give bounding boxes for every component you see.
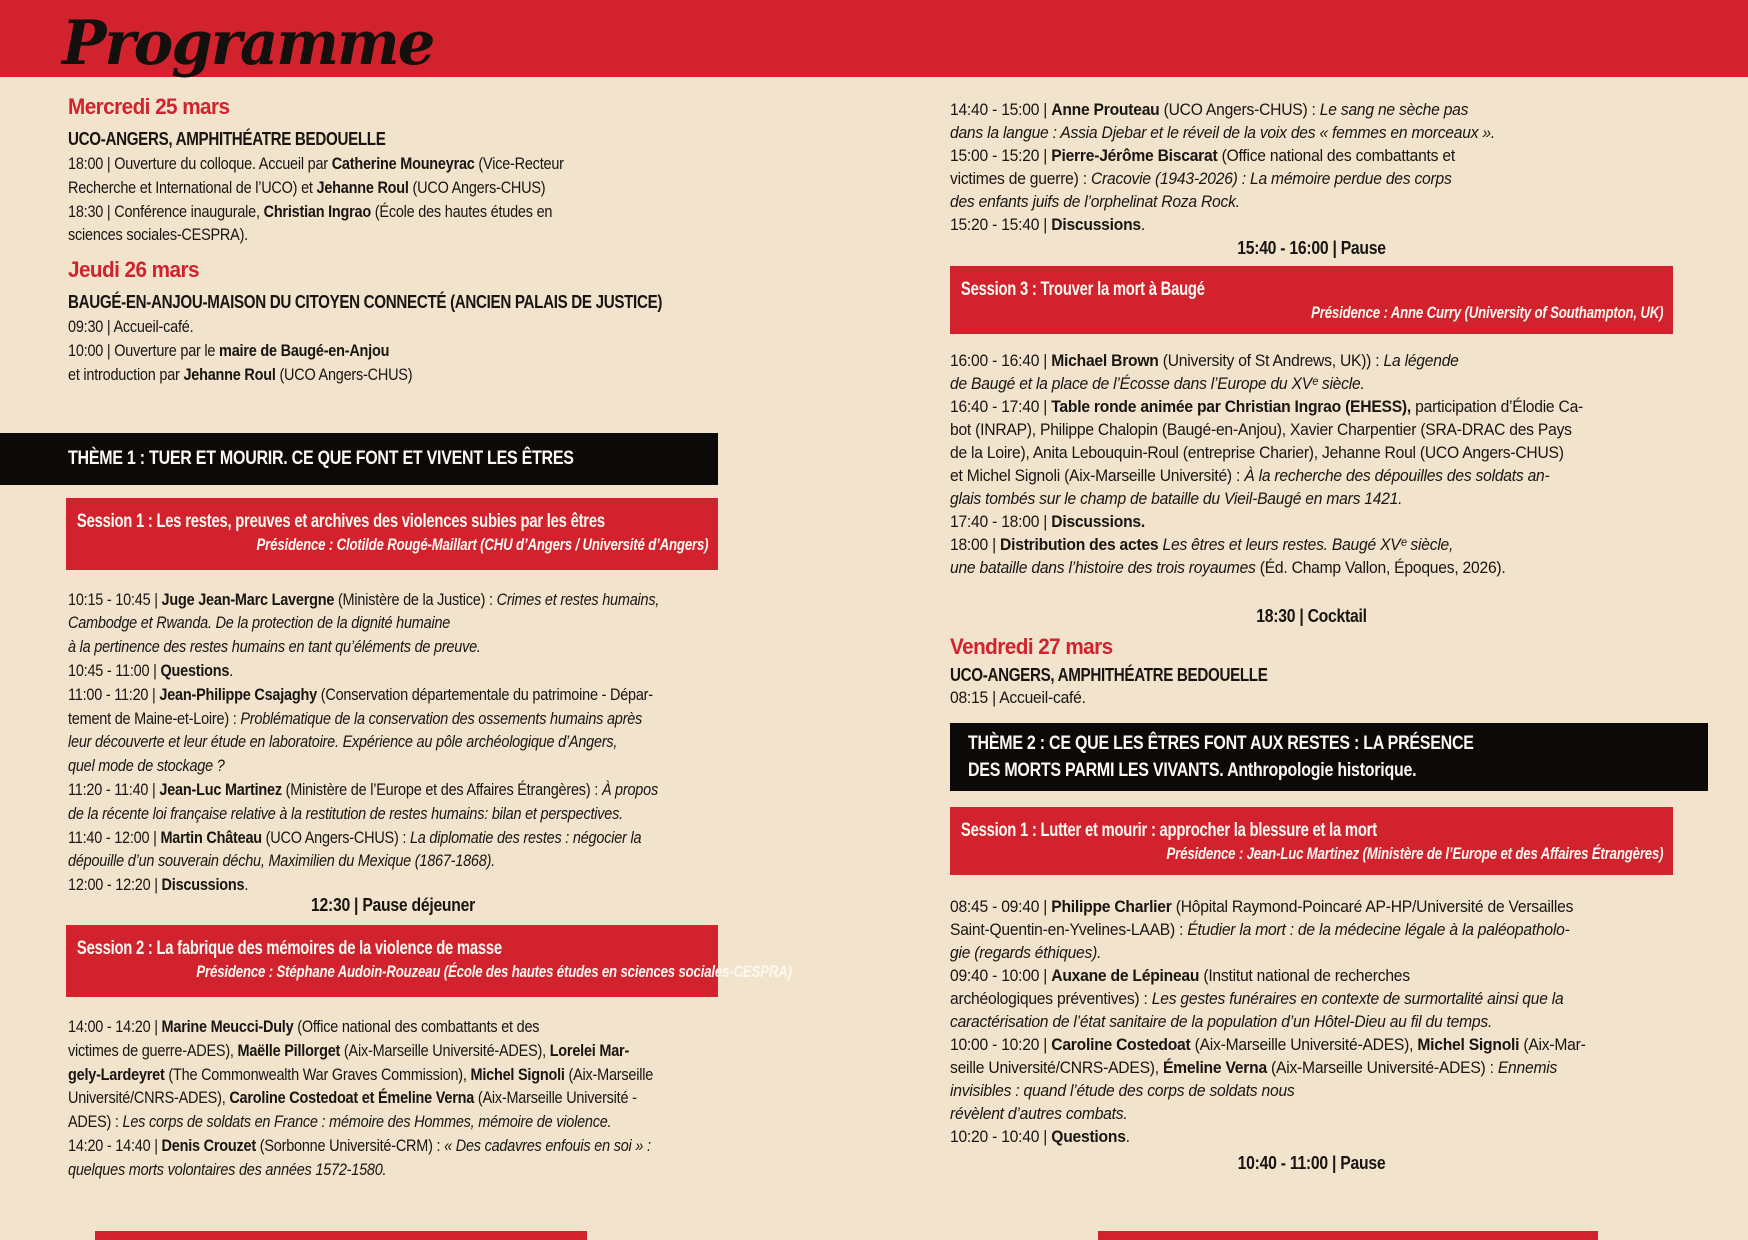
schedule-line: [950, 190, 1615, 213]
text-segment: Le sang ne sèche pas: [1319, 100, 1469, 119]
schedule-line: [950, 121, 1615, 144]
schedule-line: [68, 1086, 637, 1110]
text-segment: .: [1140, 215, 1145, 234]
text-segment: (UCO Angers-CHUS): [275, 364, 413, 384]
text-segment: Denis Crouzet: [161, 1135, 256, 1155]
text-segment: glais tombés sur le champ de bataille du Vieil-Baugé en mars 1421.: [950, 489, 1403, 508]
text-segment: (The Commonwealth War Graves Commission),: [164, 1064, 471, 1084]
text-segment: 14:40 - 15:00 |: [950, 100, 1052, 119]
text-segment: 15:00 - 15:20 |: [950, 146, 1052, 165]
schedule-line: [68, 683, 653, 707]
schedule-line: [950, 349, 1615, 372]
text-segment: quelques morts volontaires des années 1572-1580.: [68, 1159, 387, 1179]
schedule-line: [950, 1056, 1615, 1079]
theme-banner-line: DES MORTS PARMI LES VIVANTS. Anthropologie historique.: [968, 759, 1417, 781]
text-segment: Jehanne Roul: [316, 177, 409, 197]
text-segment: Saint-Quentin-en-Yvelines-LAAB) :: [950, 920, 1188, 939]
text-segment: dans la langue : Assia Djebar et le réveil de la voix des « femmes en morceaux ».: [950, 123, 1495, 142]
session-presidence: Présidence : Anne Curry (University of Southampton, UK): [1311, 304, 1664, 322]
text-segment: (Hôpital Raymond-Poincaré AP-HP/Université de Versailles: [1171, 897, 1574, 916]
day-heading: Jeudi 26 mars: [68, 257, 199, 283]
venue-line: UCO-ANGERS, AMPHITHÉATRE BEDOUELLE: [68, 128, 386, 149]
text-segment: Table ronde animée par Christian Ingrao (EHESS),: [1051, 397, 1412, 416]
text-segment: Discussions.: [1051, 512, 1145, 531]
schedule-paragraph: [68, 1015, 718, 1182]
schedule-line: [950, 1125, 1615, 1148]
schedule-line: [950, 98, 1615, 121]
pause-line: 12:30 | Pause déjeuner: [311, 893, 475, 915]
right-column: [950, 77, 1673, 1175]
schedule-line: [950, 144, 1615, 167]
text-segment: et Michel Signoli (Aix-Marseille Université) :: [950, 466, 1245, 485]
venue-line: BAUGÉ-EN-ANJOU-MAISON DU CITOYEN CONNECTÉ (ANCIEN PALAIS DE JUSTICE): [68, 291, 663, 313]
schedule-paragraph: [950, 98, 1673, 236]
text-segment: Crimes et restes humains,: [496, 589, 660, 609]
text-segment: dépouille d’un souverain déchu, Maximilien du Mexique (1867-1868).: [68, 851, 495, 871]
schedule-line: [950, 213, 1615, 236]
session-presidence: Présidence : Clotilde Rougé-Maillart (CHU d’Angers / Université d’Angers): [256, 535, 709, 554]
text-segment: (Aix-Marseille Université-ADES) :: [1266, 1058, 1498, 1077]
text-segment: 16:40 - 17:40 |: [950, 397, 1052, 416]
text-segment: Les corps de soldats en France : mémoire des Hommes, mémoire de violence.: [122, 1112, 612, 1132]
schedule-line: [68, 176, 621, 200]
schedule-line: [68, 611, 621, 635]
schedule-line: [68, 802, 621, 826]
text-segment: (University of St Andrews, UK)) :: [1158, 351, 1384, 370]
text-segment: seille Université/CNRS-ADES),: [950, 1058, 1163, 1077]
text-segment: (Aix-Marseille: [564, 1064, 654, 1084]
schedule-line: [950, 895, 1615, 918]
schedule-line: [68, 1158, 621, 1182]
text-segment: (UCO Angers-CHUS) :: [261, 827, 410, 847]
theme-banner-line: THÈME 1 : TUER ET MOURIR. CE QUE FONT ET VIVENT LES ÊTRES: [68, 447, 574, 470]
text-segment: de la récente loi française relative à la restitution de restes humains: bilan et perspectives.: [68, 803, 623, 823]
text-segment: (École des hautes études en: [370, 201, 553, 221]
text-segment: Université/CNRS-ADES),: [68, 1088, 230, 1108]
session-title: Session 1 : Les restes, preuves et archives des violences subies par les êtres: [76, 510, 605, 532]
schedule-line: [68, 754, 621, 778]
session-banner: [950, 807, 1673, 875]
text-segment: quel mode de stockage ?: [68, 756, 225, 776]
schedule-line: [950, 987, 1615, 1010]
session-banner: [66, 498, 718, 570]
text-segment: Michael Brown: [1051, 351, 1159, 370]
session-title: Session 3 : Trouver la mort à Baugé: [960, 279, 1205, 300]
text-segment: La diplomatie des restes : négocier la: [409, 827, 642, 847]
schedule-line: [950, 418, 1615, 441]
text-segment: Michel Signoli: [1417, 1035, 1520, 1054]
text-segment: maire de Baugé-en-Anjou: [219, 340, 390, 360]
schedule-line: [68, 778, 658, 802]
text-segment: Michel Signoli: [470, 1064, 565, 1084]
text-segment: Jehanne Roul: [183, 364, 276, 384]
schedule-line: [950, 1102, 1615, 1125]
text-segment: gie (regards éthiques).: [950, 943, 1102, 962]
text-segment: une bataille dans l’histoire des trois royaumes: [950, 558, 1256, 577]
schedule-paragraph: [68, 588, 718, 897]
text-segment: gely-Lardeyret: [68, 1064, 165, 1084]
text-segment: révèlent d’autres combats.: [950, 1104, 1128, 1123]
text-segment: (Office national des combattants et des: [293, 1016, 540, 1036]
text-segment: Maëlle Pillorget: [237, 1040, 341, 1060]
day-heading: Vendredi 27 mars: [950, 634, 1113, 659]
text-segment: 08:15 | Accueil-café.: [950, 688, 1086, 707]
left-column: [68, 77, 792, 1182]
text-segment: (Office national des combattants et: [1217, 146, 1455, 165]
text-segment: (Conservation départementale du patrimoine - Dépar-: [316, 684, 653, 704]
text-segment: Jean-Luc Martinez: [159, 779, 282, 799]
schedule-line: [68, 339, 621, 363]
session-banner: [66, 925, 792, 997]
schedule-line: [68, 849, 621, 873]
schedule-line: [950, 964, 1615, 987]
schedule-line: [950, 487, 1615, 510]
text-segment: 18:00 |: [950, 535, 1001, 554]
text-segment: Problématique de la conservation des ossements humains après: [240, 708, 643, 728]
text-segment: Anne Prouteau: [1051, 100, 1160, 119]
text-segment: Christian Ingrao: [263, 201, 371, 221]
text-segment: 11:00 - 11:20 |: [68, 684, 160, 704]
schedule-paragraph: [68, 315, 718, 386]
pause-line: 18:30 | Cocktail: [1256, 605, 1367, 626]
text-segment: Cambodge et Rwanda. De la protection de la dignité humaine: [68, 613, 451, 633]
text-segment: Marine Meucci-Duly: [161, 1016, 294, 1036]
text-segment: 18:30 | Conférence inaugurale,: [68, 201, 264, 221]
text-segment: 08:45 - 09:40 |: [950, 897, 1052, 916]
text-segment: 09:40 - 10:00 |: [950, 966, 1052, 985]
text-segment: des enfants juifs de l’orphelinat Roza Rock.: [950, 192, 1240, 211]
text-segment: archéologiques préventives) :: [950, 989, 1152, 1008]
schedule-line: [68, 707, 643, 731]
text-segment: 10:00 | Ouverture par le: [68, 340, 220, 360]
text-segment: Étudier la mort : de la médecine légale à la paléopatholo-: [1187, 920, 1570, 939]
schedule-line: [68, 826, 642, 850]
text-segment: participation d’Élodie Ca-: [1411, 397, 1584, 416]
schedule-line: [68, 1039, 630, 1063]
text-segment: bot (INRAP), Philippe Chalopin (Baugé-en-Anjou), Xavier Charpentier (SRA-DRAC des Pays: [950, 420, 1572, 439]
schedule-line: [950, 510, 1615, 533]
text-segment: caractérisation de l’état sanitaire de la population d’un Hôtel-Dieu au fil du temps.: [950, 1012, 1493, 1031]
text-segment: Discussions: [161, 875, 245, 895]
text-segment: 10:15 - 10:45 |: [68, 589, 162, 609]
text-segment: Jean-Philippe Csajaghy: [159, 684, 317, 704]
text-segment: Caroline Costedoat: [1051, 1035, 1191, 1054]
text-segment: Caroline Costedoat et Émeline Verna: [229, 1088, 475, 1108]
text-segment: (Aix-Marseille Université-ADES),: [340, 1040, 550, 1060]
theme-banner-line: THÈME 2 : CE QUE LES ÊTRES FONT AUX RESTES : LA PRÉSENCE: [968, 732, 1474, 754]
schedule-line: [68, 1063, 654, 1087]
text-segment: et introduction par: [68, 364, 184, 384]
text-segment: .: [244, 875, 249, 895]
schedule-line: [950, 441, 1615, 464]
text-segment: Cracovie (1943-2026) : La mémoire perdue des corps: [1090, 169, 1452, 188]
text-segment: leur découverte et leur étude en laboratoire. Expérience au pôle archéologique d’Angers,: [68, 732, 618, 752]
text-segment: (Aix-Marseille Université-ADES),: [1190, 1035, 1418, 1054]
schedule-line: [68, 730, 621, 754]
text-segment: À la recherche des dépouilles des soldats an-: [1244, 466, 1550, 485]
schedule-line: [950, 686, 1615, 709]
text-segment: 17:40 - 18:00 |: [950, 512, 1052, 531]
schedule-line: [950, 1033, 1615, 1056]
schedule-line: [950, 556, 1615, 579]
text-segment: À propos: [601, 779, 658, 799]
schedule-line: [68, 588, 660, 612]
session-title: Session 1 : Lutter et mourir : approcher la blessure et la mort: [960, 820, 1377, 841]
text-segment: invisibles : quand l’étude des corps de soldats nous: [950, 1081, 1295, 1100]
text-segment: victimes de guerre-ADES),: [68, 1040, 238, 1060]
schedule-line: [950, 372, 1615, 395]
text-segment: (Ministère de la Justice) :: [334, 589, 497, 609]
text-segment: 18:00 | Ouverture du colloque. Accueil par: [68, 154, 332, 173]
schedule-line: [68, 659, 621, 683]
text-segment: ADES) :: [68, 1112, 123, 1132]
schedule-line: [68, 1015, 621, 1039]
schedule-line: [950, 464, 1615, 487]
text-segment: .: [1125, 1127, 1130, 1146]
schedule-paragraph: [950, 349, 1673, 579]
text-segment: Lorelei Mar-: [549, 1040, 630, 1060]
text-segment: (Aix-Marseille Université -: [474, 1088, 637, 1108]
schedule-line: [950, 918, 1615, 941]
schedule-line: [68, 315, 621, 339]
text-segment: (Éd. Champ Vallon, Époques, 2026).: [1255, 558, 1506, 577]
text-segment: 10:00 - 10:20 |: [950, 1035, 1052, 1054]
text-segment: (Sorbonne Université-CRM) :: [255, 1135, 445, 1155]
text-segment: Ennemis: [1497, 1058, 1558, 1077]
text-segment: 11:40 - 12:00 |: [68, 827, 161, 847]
schedule-paragraph: [950, 686, 1673, 709]
text-segment: 10:20 - 10:40 |: [950, 1127, 1052, 1146]
text-segment: (Vice-Recteur: [474, 154, 564, 173]
schedule-line: [950, 941, 1615, 964]
pause-line: 10:40 - 11:00 | Pause: [1237, 1152, 1386, 1173]
session-presidence: Présidence : Stéphane Audoin-Rouzeau (École des hautes études en sciences sociales-CESPRA): [196, 962, 792, 981]
footer-accent-right: [1098, 1231, 1598, 1240]
schedule-line: [68, 1134, 651, 1158]
schedule-line: [950, 167, 1615, 190]
text-segment: (Aix-Mar-: [1519, 1035, 1586, 1054]
text-segment: tement de Maine-et-Loire) :: [68, 708, 241, 728]
pause-line: 15:40 - 16:00 | Pause: [1237, 237, 1386, 258]
text-segment: Les gestes funéraires en contexte de surmortalité ainsi que la: [1151, 989, 1564, 1008]
text-segment: .: [229, 660, 234, 680]
session-banner: [950, 266, 1673, 334]
text-segment: Juge Jean-Marc Lavergne: [161, 589, 335, 609]
text-segment: 12:00 - 12:20 |: [68, 875, 162, 895]
text-segment: 14:20 - 14:40 |: [68, 1135, 162, 1155]
text-segment: 11:20 - 11:40 |: [68, 779, 160, 799]
text-segment: 10:45 - 11:00 |: [68, 660, 161, 680]
text-segment: 09:30 | Accueil-café.: [68, 317, 194, 337]
schedule-line: [950, 395, 1615, 418]
text-segment: à la pertinence des restes humains en tant qu’éléments de preuve.: [68, 637, 481, 657]
session-presidence: Présidence : Jean-Luc Martinez (Ministère de l’Europe et des Affaires Étrangères): [1166, 845, 1664, 863]
text-segment: 15:20 - 15:40 |: [950, 215, 1052, 234]
schedule-line: [68, 200, 621, 224]
schedule-line: [68, 363, 621, 387]
text-segment: Pierre-Jérôme Biscarat: [1051, 146, 1218, 165]
text-segment: de Baugé et la place de l’Écosse dans l’Europe du XVᵉ siècle.: [950, 374, 1365, 393]
session-title: Session 2 : La fabrique des mémoires de la violence de masse: [76, 937, 502, 959]
text-segment: (UCO Angers-CHUS) :: [1159, 100, 1320, 119]
text-segment: Distribution des actes: [1000, 535, 1163, 554]
venue-line: UCO-ANGERS, AMPHITHÉATRE BEDOUELLE: [950, 664, 1268, 685]
text-segment: Questions: [160, 660, 230, 680]
text-segment: 16:00 - 16:40 |: [950, 351, 1052, 370]
text-segment: Émeline Verna: [1162, 1058, 1267, 1077]
schedule-paragraph: [68, 152, 718, 247]
theme-banner: [0, 433, 718, 485]
text-segment: (Ministère de l’Europe et des Affaires Étrangères) :: [281, 779, 602, 799]
text-segment: victimes de guerre) :: [950, 169, 1091, 188]
text-segment: (Institut national de recherches: [1199, 966, 1410, 985]
text-segment: (UCO Angers-CHUS): [408, 177, 546, 197]
text-segment: Les êtres et leurs restes. Baugé XVᵉ siècle,: [1162, 535, 1454, 554]
text-segment: 14:00 - 14:20 |: [68, 1016, 162, 1036]
schedule-line: [68, 223, 621, 247]
schedule-line: [950, 1079, 1615, 1102]
text-segment: Discussions: [1051, 215, 1141, 234]
text-segment: Philippe Charlier: [1051, 897, 1172, 916]
text-segment: de la Loire), Anita Lebouquin-Roul (entreprise Charier), Jehanne Roul (UCO Angers-CHUS): [950, 443, 1564, 462]
schedule-line: [950, 1010, 1615, 1033]
text-segment: Auxane de Lépineau: [1051, 966, 1200, 985]
schedule-line: [68, 635, 621, 659]
text-segment: La légende: [1383, 351, 1459, 370]
page-title: Programme: [62, 8, 434, 79]
schedule-line: [950, 533, 1615, 556]
schedule-line: [68, 1110, 621, 1134]
day-heading: Mercredi 25 mars: [68, 94, 230, 119]
text-segment: Catherine Mouneyrac: [331, 154, 475, 173]
text-segment: « Des cadavres enfouis en soi » :: [444, 1135, 651, 1155]
theme-banner: [950, 723, 1708, 791]
schedule-paragraph: [950, 895, 1673, 1148]
text-segment: sciences sociales-CESPRA).: [68, 225, 248, 245]
text-segment: Recherche et International de l’UCO) et: [68, 177, 317, 197]
schedule-line: [68, 152, 621, 176]
text-segment: Martin Château: [160, 827, 262, 847]
footer-accent-left: [95, 1231, 587, 1240]
text-segment: Questions: [1051, 1127, 1126, 1146]
